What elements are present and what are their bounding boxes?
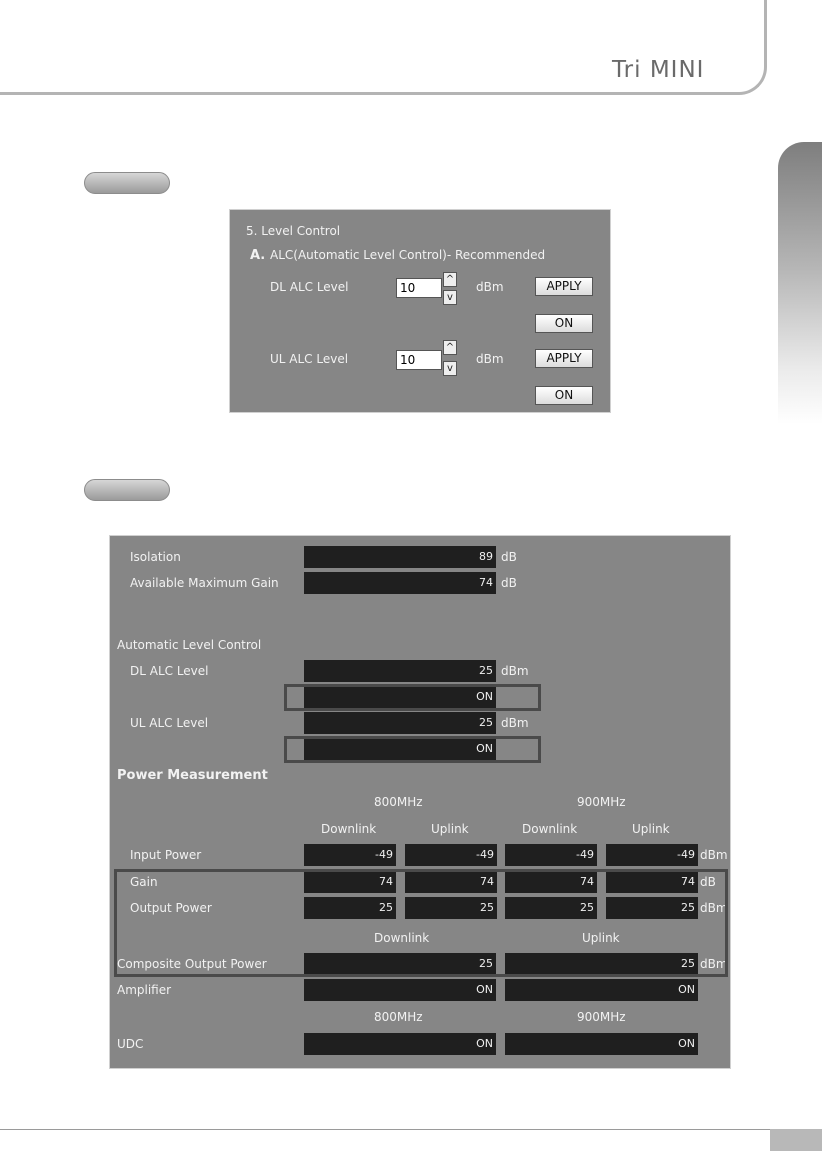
input-power-dl-900: -49 <box>505 844 597 866</box>
dl-alc-status-value: 25 <box>304 660 496 682</box>
gain-unit: dB <box>700 875 716 889</box>
isolation-value: 89 <box>304 546 496 568</box>
ul-alc-state: ON <box>304 738 496 760</box>
dl-spin-up-button[interactable]: ^ <box>443 272 457 287</box>
dl-alc-input[interactable]: 10 <box>396 278 442 298</box>
gain-ul-800: 74 <box>405 871 497 893</box>
panel-title: 5. Level Control <box>246 224 341 238</box>
output-power-dl-900: 25 <box>505 897 597 919</box>
output-power-ul-800: 25 <box>405 897 497 919</box>
ul-alc-highlight <box>284 736 541 763</box>
col-downlink-800: Downlink <box>321 822 377 836</box>
composite-unit: dBm <box>700 957 728 971</box>
band-800-header: 800MHz <box>374 795 423 809</box>
status-panel <box>109 535 731 1069</box>
gain-label: Gain <box>130 875 158 889</box>
amplifier-label: Amplifier <box>117 983 172 997</box>
output-power-label: Output Power <box>130 901 212 915</box>
isolation-unit: dB <box>501 550 517 564</box>
output-power-dl-800: 25 <box>304 897 396 919</box>
step-pill-2 <box>84 479 170 501</box>
dl-alc-status-label: DL ALC Level <box>130 664 209 678</box>
output-power-ul-900: 25 <box>606 897 698 919</box>
input-power-ul-900: -49 <box>606 844 698 866</box>
power-highlight <box>114 869 728 977</box>
power-measurement-title: Power Measurement <box>117 768 268 783</box>
composite-downlink-header: Downlink <box>374 931 430 945</box>
dl-alc-label: DL ALC Level <box>270 280 349 294</box>
ul-alc-status-label: UL ALC Level <box>130 716 209 730</box>
gain-dl-800: 74 <box>304 871 396 893</box>
output-power-unit: dBm <box>700 901 728 915</box>
udc-band-900-header: 900MHz <box>577 1010 626 1024</box>
col-downlink-900: Downlink <box>522 822 578 836</box>
band-900-header: 900MHz <box>577 795 626 809</box>
isolation-label: Isolation <box>130 550 181 564</box>
udc-label: UDC <box>117 1037 144 1051</box>
input-power-ul-800: -49 <box>405 844 497 866</box>
composite-uplink: 25 <box>505 953 698 975</box>
max-gain-value: 74 <box>304 572 496 594</box>
ul-alc-label: UL ALC Level <box>270 352 349 366</box>
udc-900: ON <box>505 1033 698 1055</box>
ul-alc-status-value: 25 <box>304 712 496 734</box>
dl-unit: dBm <box>476 280 504 294</box>
input-power-dl-800: -49 <box>304 844 396 866</box>
udc-band-800-header: 800MHz <box>374 1010 423 1024</box>
dl-spin-down-button[interactable]: v <box>443 290 457 305</box>
max-gain-label: Available Maximum Gain <box>130 576 279 590</box>
footer-line <box>0 1129 822 1130</box>
alc-title: Automatic Level Control <box>117 638 262 652</box>
col-uplink-800: Uplink <box>431 822 469 836</box>
side-tab <box>778 142 822 424</box>
col-uplink-900: Uplink <box>632 822 670 836</box>
dl-on-button[interactable]: ON <box>535 314 593 333</box>
page-number-box <box>770 1129 822 1151</box>
dl-alc-state: ON <box>304 686 496 708</box>
udc-800: ON <box>304 1033 496 1055</box>
input-power-unit: dBm <box>700 848 728 862</box>
section-label: ALC(Automatic Level Control)- Recommended <box>270 248 546 262</box>
gain-dl-900: 74 <box>505 871 597 893</box>
ul-alc-status-unit: dBm <box>501 716 529 730</box>
ul-on-button[interactable]: ON <box>535 386 593 405</box>
ul-apply-button[interactable]: APPLY <box>535 349 593 368</box>
step-pill-1 <box>84 172 170 194</box>
input-power-label: Input Power <box>130 848 202 862</box>
dl-alc-highlight <box>284 684 541 711</box>
gain-ul-900: 74 <box>606 871 698 893</box>
max-gain-unit: dB <box>501 576 517 590</box>
ul-spin-down-button[interactable]: v <box>443 361 457 376</box>
dl-alc-status-unit: dBm <box>501 664 529 678</box>
section-letter: A. <box>250 248 266 263</box>
ul-unit: dBm <box>476 352 504 366</box>
dl-apply-button[interactable]: APPLY <box>535 277 593 296</box>
brand-logo: Tri MINI <box>612 57 705 83</box>
amplifier-800: ON <box>304 979 496 1001</box>
composite-label: Composite Output Power <box>117 957 267 971</box>
ul-spin-up-button[interactable]: ^ <box>443 340 457 355</box>
level-control-panel <box>229 209 611 413</box>
composite-uplink-header: Uplink <box>582 931 620 945</box>
amplifier-900: ON <box>505 979 698 1001</box>
composite-downlink: 25 <box>304 953 496 975</box>
ul-alc-input[interactable]: 10 <box>396 350 442 370</box>
